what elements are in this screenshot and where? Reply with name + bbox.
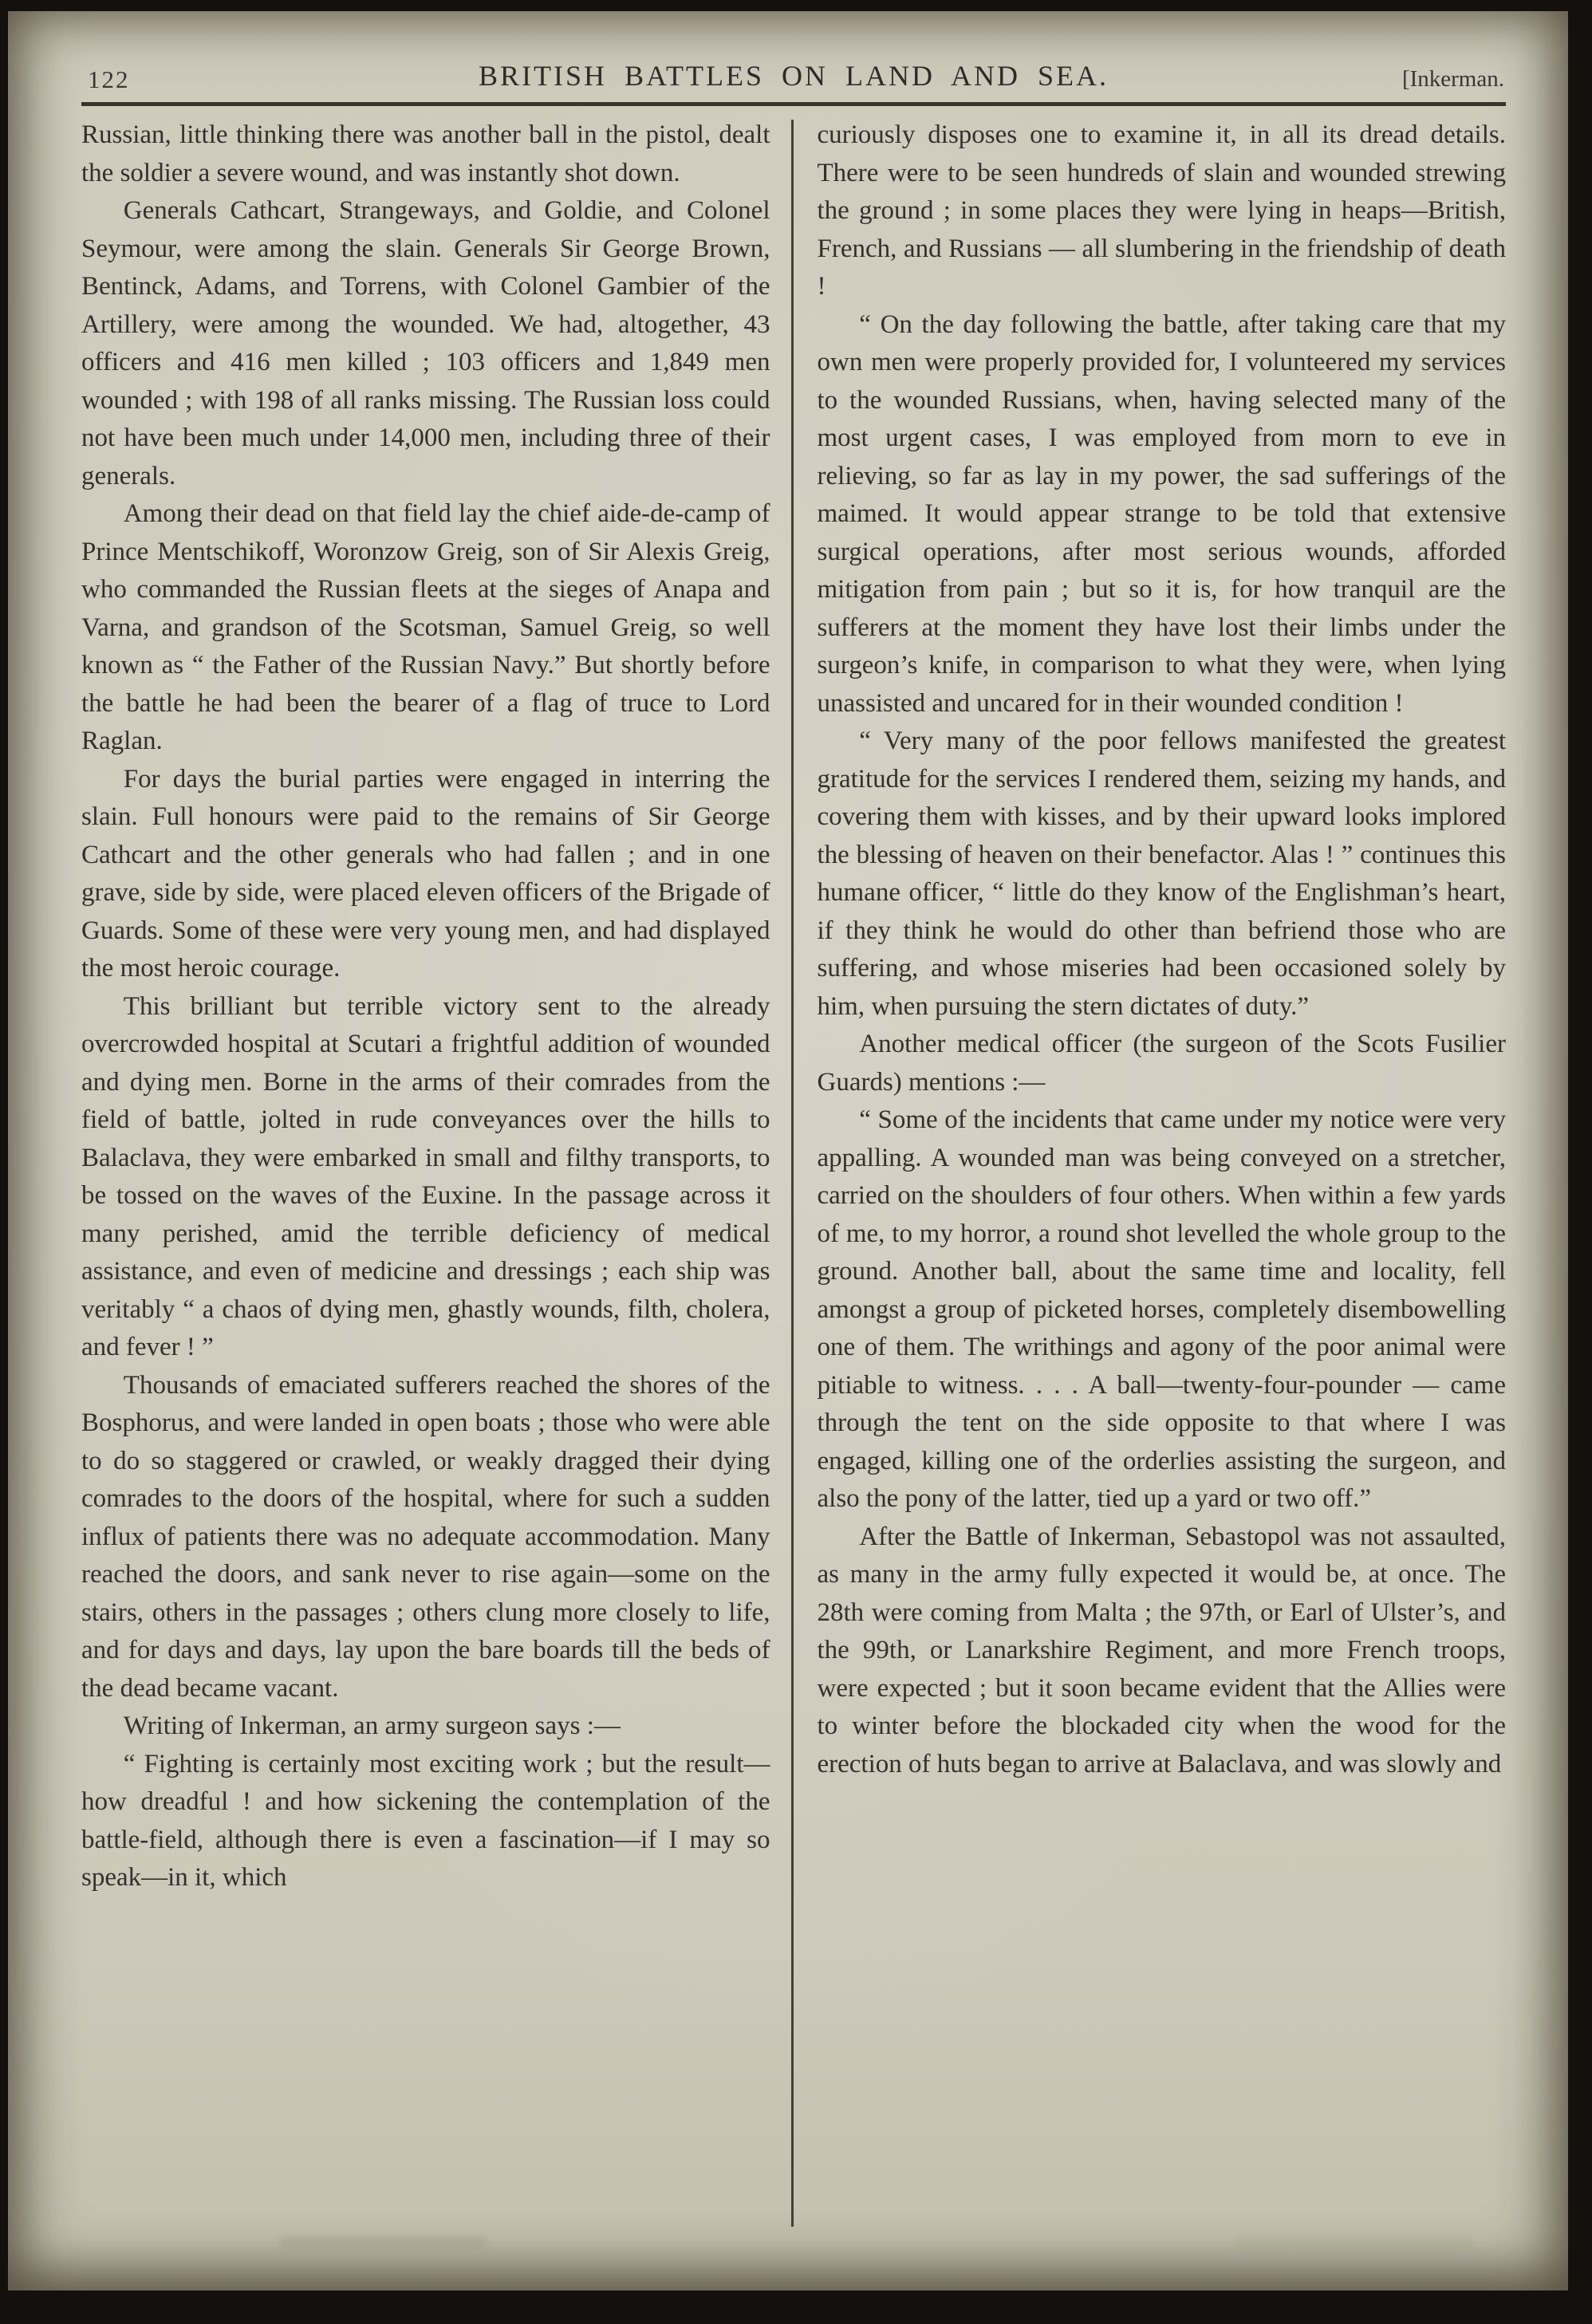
paragraph: “ Very many of the poor fellows manifested the greatest gratitude for the services I rendered them, seizing my hands, and covering them with kisses, and by their upward looks implored the blessing of heaven on their benefactor. Alas ! ” continues this humane officer, “ little do they know of the Englishman’s heart, if they think he would do other than befriend those who are suffering, and whose miseries had been occasioned solely by him, when pursuing the stern dictates of duty.” [817,727,1506,1021]
scan-edge-bottom [0,2291,1592,2324]
running-note: [Inkerman. [1401,66,1504,92]
column-left [81,116,791,2235]
paragraph: Thousands of emaciated sufferers reached the shores of the Bosphorus, and were landed in open boats ; those who were able to do so staggered or crawled, or weakly dragged their dying comrades to the doors of the hospital, where for such a sudden influx of patients there was no adequate accommodation. Many reached the doors, and sank never to rise again—some on the stairs, others in the passages ; others clung more closely to life, and for days and days, lay upon the bare boards till the beds of the dead became vacant. [81,1370,770,1703]
scan-edge-top [0,0,1592,11]
running-head [81,49,1506,96]
bleed-through-mark [279,2236,487,2249]
scan-edge-left [0,0,8,2324]
paragraph: “ Fighting is certainly most exciting work ; but the result—how dreadful ! and how sickening the contemplation of the battle-field, although there is even a fascination—if I may so speak—in it, which [81,1749,770,1892]
paragraph: For days the burial parties were engaged in interring the slain. Full honours were paid to the remains of Sir George Cathcart and the other generals who had fallen ; and in one grave, side by side, were placed eleven officers of the Brigade of Guards. Some of these were very young men, and had displayed the most heroic courage. [81,764,770,983]
paragraph: This brilliant but terrible victory sent to the already overcrowded hospital at Scutari a frightful addition of wounded and dying men. Borne in the arms of their comrades from the field of battle, jolted in rude conveyances over the hills to Balaclava, they were embarked in small and filthy transports, to be tossed on the waves of the Euxine. In the passage across it many perished, amid the terrible deficiency of medical assistance, and even of medicine and dressings ; each ship was veritably “ a chaos of dying men, ghastly wounds, filth, cholera, and fever ! ” [81,991,770,1361]
text-block [81,116,1506,2235]
page-content [81,49,1506,2235]
page-number: 122 [88,65,130,93]
book-page [8,11,1568,2291]
paragraph: Another medical officer (the surgeon of the Scots Fusilier Guards) mentions :— [817,1030,1506,1097]
header-rule [81,102,1506,106]
paragraph: Russian, little thinking there was another ball in the pistol, dealt the soldier a severe wound, and was instantly shot down. [81,120,770,187]
running-title: BRITISH BATTLES ON LAND AND SEA. [478,60,1109,92]
paragraph: After the Battle of Inkerman, Sebastopol was not assaulted, as many in the army fully expected it would be, at once. The 28th were coming from Malta ; the 97th, or Earl of Ulster’s, and the 99th, or Lanarkshire Regiment, and more French troops, were expected ; but it soon became evident that the Allies were to winter before the blockaded city when the wood for the erection of huts began to arrive at Balaclava, and was slowly and [817,1522,1506,1778]
paragraph: Among their dead on that field lay the chief aide-de-camp of Prince Mentschikoff, Woronzow Greig, son of Sir Alexis Greig, who commanded the Russian fleets at the sieges of Anapa and Varna, and grandson of the Scotsman, Samuel Greig, so well known as “ the Father of the Russian Navy.” But shortly before the battle he had been the bearer of a flag of truce to Lord Raglan. [81,499,770,755]
bleed-through-mark [1233,2236,1472,2252]
scan-edge-right [1568,0,1592,2324]
paragraph: “ On the day following the battle, after taking care that my own men were properly provided for, I volunteered my services to the wounded Russians, when, having selected many of the most urgent cases, I was employed from morn to eve in relieving, so far as lay in my power, the sad sufferings of the maimed. It would appear strange to be told that extensive surgical operations, after most serious wounds, afforded mitigation from pain ; but so it is, for how tranquil are the sufferers at the moment they have lost their limbs under the surgeon’s knife, in comparison to what they were, when lying unassisted and uncared for in their wounded condition ! [817,309,1506,718]
paragraph: Writing of Inkerman, an army surgeon says :— [123,1711,621,1740]
paragraph: “ Some of the incidents that came under my notice were very appalling. A wounded man was being conveyed on a stretcher, carried on the shoulders of four others. When within a few yards of me, to my horror, a round shot levelled the whole group to the ground. Another ball, about the same time and locality, fell amongst a group of picketed horses, completely disembowelling one of them. The writhings and agony of the poor animal were pitiable to witness. . . . A ball—twenty-four-pounder — came through the tent on the side opposite to that where I was engaged, killing one of the orderlies assisting the surgeon, and also the pony of the latter, tied up a yard or two off.” [817,1105,1506,1513]
column-right [794,116,1507,2235]
paragraph: curiously disposes one to examine it, in all its dread details. There were to be seen hundreds of slain and wounded strewing the ground ; in some places they were lying in heaps—British, French, and Russians — all slumbering in the friendship of death ! [817,120,1506,301]
paragraph: Generals Cathcart, Strangeways, and Goldie, and Colonel Seymour, were among the slain. Generals Sir George Brown, Bentinck, Adams, and Torrens, with Colonel Gambier of the Artillery, were among the wounded. We had, altogether, 43 officers and 416 men killed ; 103 officers and 1,849 men wounded ; with 198 of all ranks missing. The Russian loss could not have been much under 14,000 men, including three of their generals. [81,196,770,490]
